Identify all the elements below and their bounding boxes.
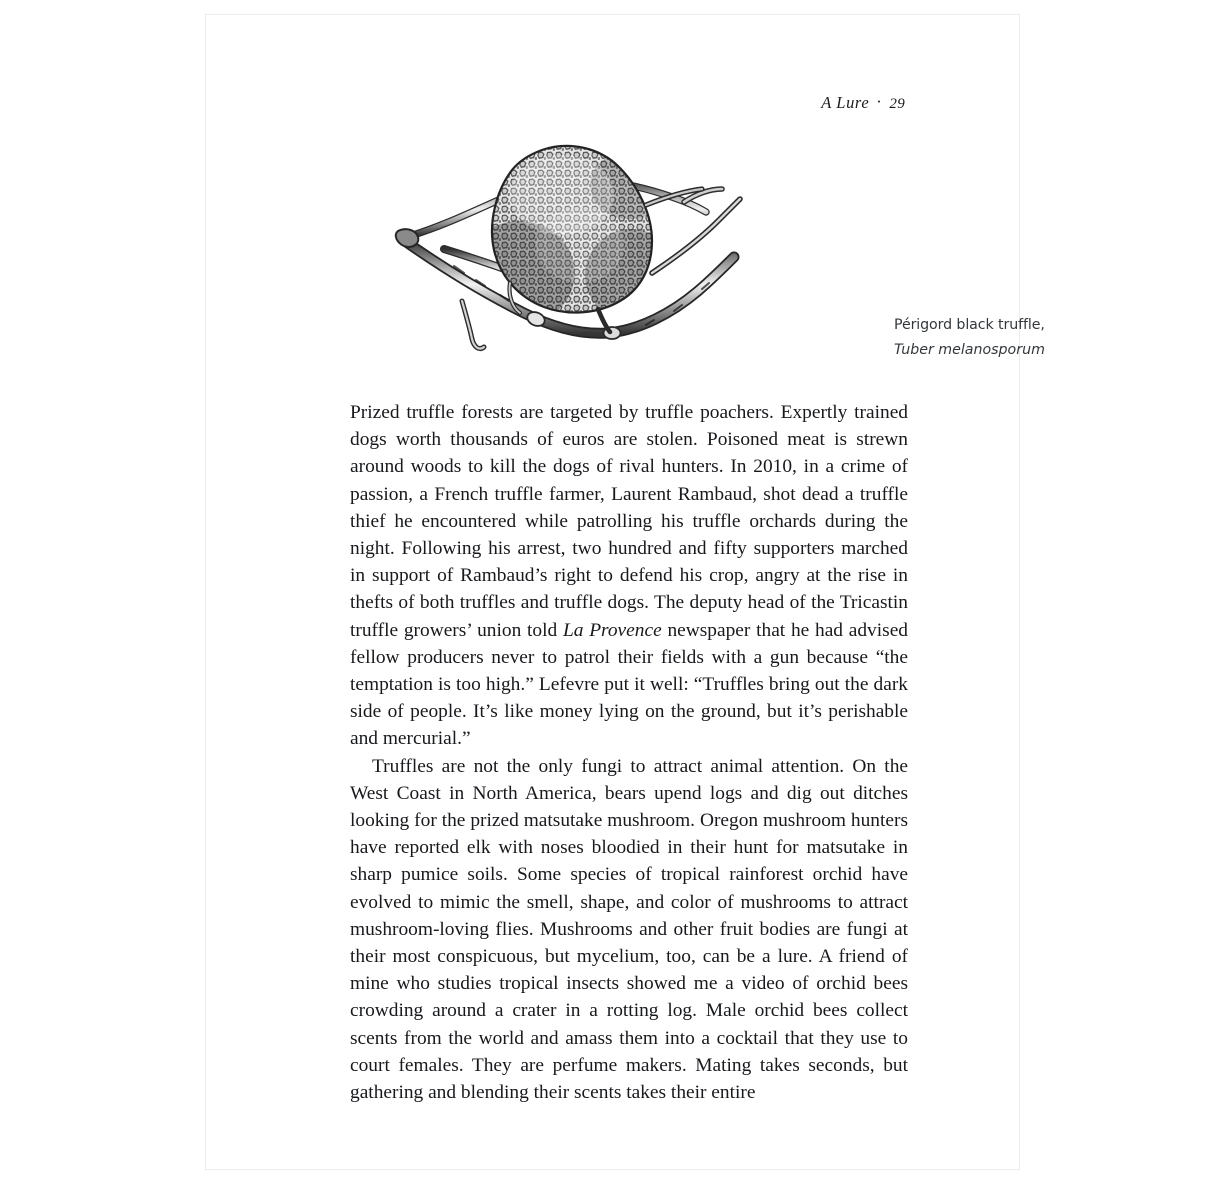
figure-block bbox=[384, 133, 1045, 383]
page-number: 29 bbox=[889, 96, 905, 112]
book-page-sheet bbox=[205, 14, 1045, 1170]
figure-caption bbox=[894, 313, 1134, 363]
text-run: Prized truffle forests are targeted by truffle poachers. Expertly trained dogs worth thousands of euros are stolen. Poisoned meat is strewn around woods to kill the dogs of rival hunters. In 2010, in a crime of passion, a French truffle farmer, Laurent Rambaud, shot dead a truffle thief he encountered while patrolling his truffle orchards during the night. Following his arrest, two hundred and fifty supporters marched in support of Rambaud’s right to defend his crop, angry at the rise in thefts of both truffles and truffle dogs. The deputy head of the Tricastin truffle growers’ union told bbox=[350, 402, 908, 641]
figure-caption-common-name: Périgord black truffle, bbox=[894, 317, 1045, 333]
body-paragraph bbox=[350, 753, 908, 1107]
text-run: newspaper that he had advised fellow producers never to patrol their fields with a gun because “the temptation is too high.” Lefevre put it well: “Truffles bring out the dark side of people. It’s like money lying on the ground, but it’s perishable and mercurial.” bbox=[350, 619, 908, 750]
truffle-illustration-image bbox=[384, 133, 754, 373]
body-paragraph bbox=[350, 399, 908, 753]
text-run: Truffles are not the only fungi to attract animal attention. On the West Coast in North America, bears upend logs and dig out ditches looking for the prized matsutake mushroom. Oregon mushroom hunters have reported elk with noses bloodied in their hunt for matsutake in sharp pumice soils. Some species of tropical rainforest orchid have evolved to mimic the smell, shape, and color of mushrooms to attract mushroom-loving flies. Mushrooms and other fruit bodies are fungi at their most conspicuous, but mycelium, too, can be a lure. A friend of mine who studies tropical insects showed me a video of orchid bees crowding around a crater in a rotting log. Male orchid bees collect scents from the world and amass them into a cocktail that they use to court females. They are perfume makers. Mating takes seconds, but gathering and blending their scents takes their entire bbox=[350, 755, 908, 1104]
twig-hook-branchlet bbox=[462, 301, 484, 349]
italic-title-run: La Provence bbox=[562, 619, 662, 641]
running-head-separator: · bbox=[876, 92, 883, 111]
running-head bbox=[505, 93, 905, 113]
figure-caption-species-name: Tuber melanosporum bbox=[894, 342, 1045, 358]
running-head-title: A Lure bbox=[821, 93, 870, 112]
body-text-column bbox=[350, 399, 908, 1106]
